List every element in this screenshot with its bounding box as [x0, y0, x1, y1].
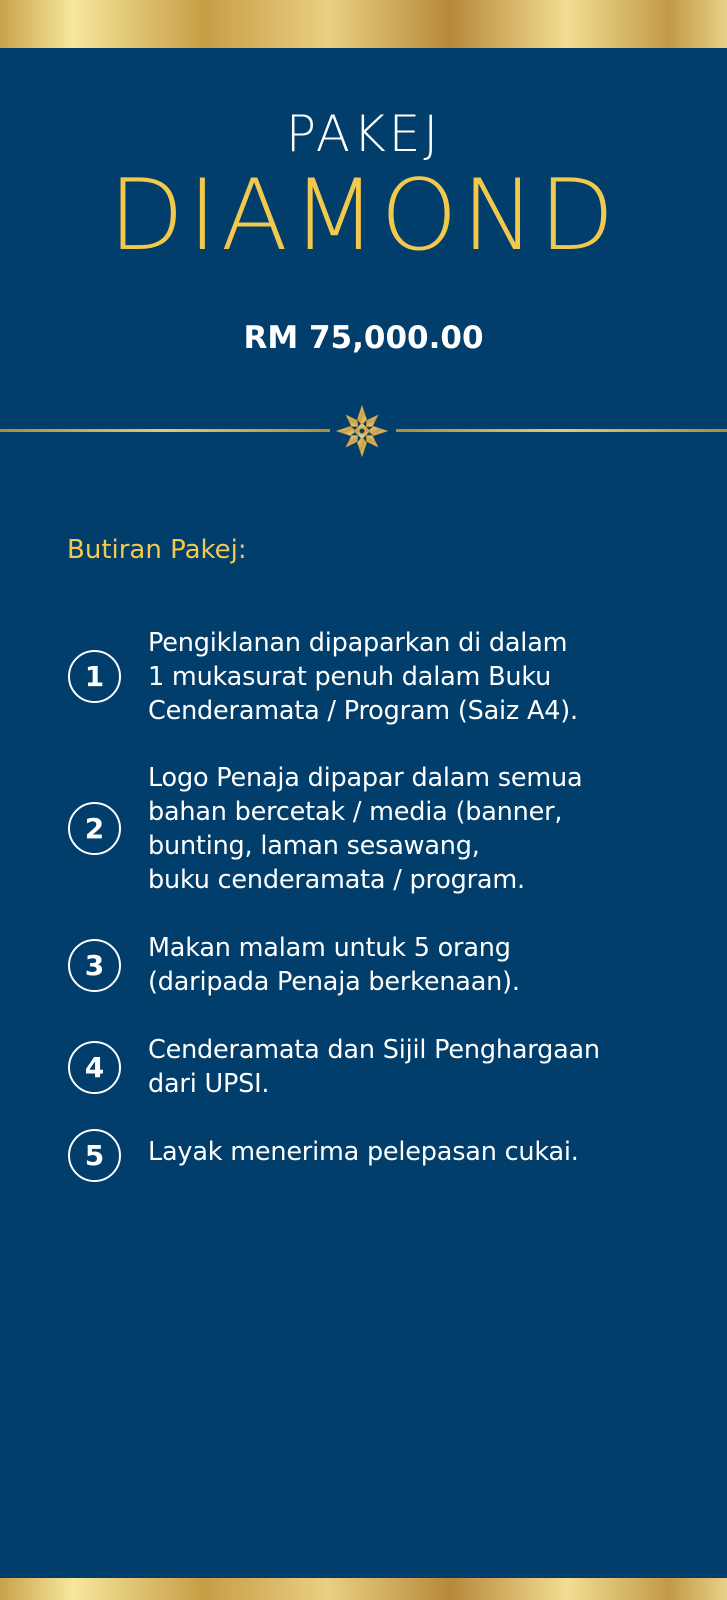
top-gold-band — [0, 0, 727, 48]
package-label: PAKEJ — [285, 105, 442, 163]
number-badge: 5 — [68, 1129, 121, 1182]
list-item-text: Makan malam untuk 5 orang (daripada Penaja berkenaan). — [148, 933, 520, 997]
gold-star-ornament-icon — [333, 402, 391, 460]
number-badge: 2 — [68, 802, 121, 855]
number-badge: 4 — [68, 1041, 121, 1094]
list-item-text: Layak menerima pelepasan cukai. — [148, 1137, 579, 1167]
divider-left — [0, 429, 330, 432]
divider-right — [396, 429, 727, 432]
package-name: DIAMOND — [108, 159, 619, 273]
number-badge: 3 — [68, 939, 121, 992]
list-item-text: Logo Penaja dipapar dalam semua bahan bercetak / media (banner, bunting, laman sesawang, buku cenderamata / program. — [148, 763, 583, 895]
list-item-text: Cenderamata dan Sijil Penghargaan dari UPSI. — [148, 1035, 600, 1099]
package-details-heading: Butiran Pakej: — [67, 535, 247, 565]
bottom-gold-band — [0, 1578, 727, 1600]
list-item-text: Pengiklanan dipaparkan di dalam 1 mukasurat penuh dalam Buku Cenderamata / Program (Saiz A4). — [148, 628, 578, 726]
package-price: RM 75,000.00 — [243, 320, 484, 356]
number-badge: 1 — [68, 650, 121, 703]
